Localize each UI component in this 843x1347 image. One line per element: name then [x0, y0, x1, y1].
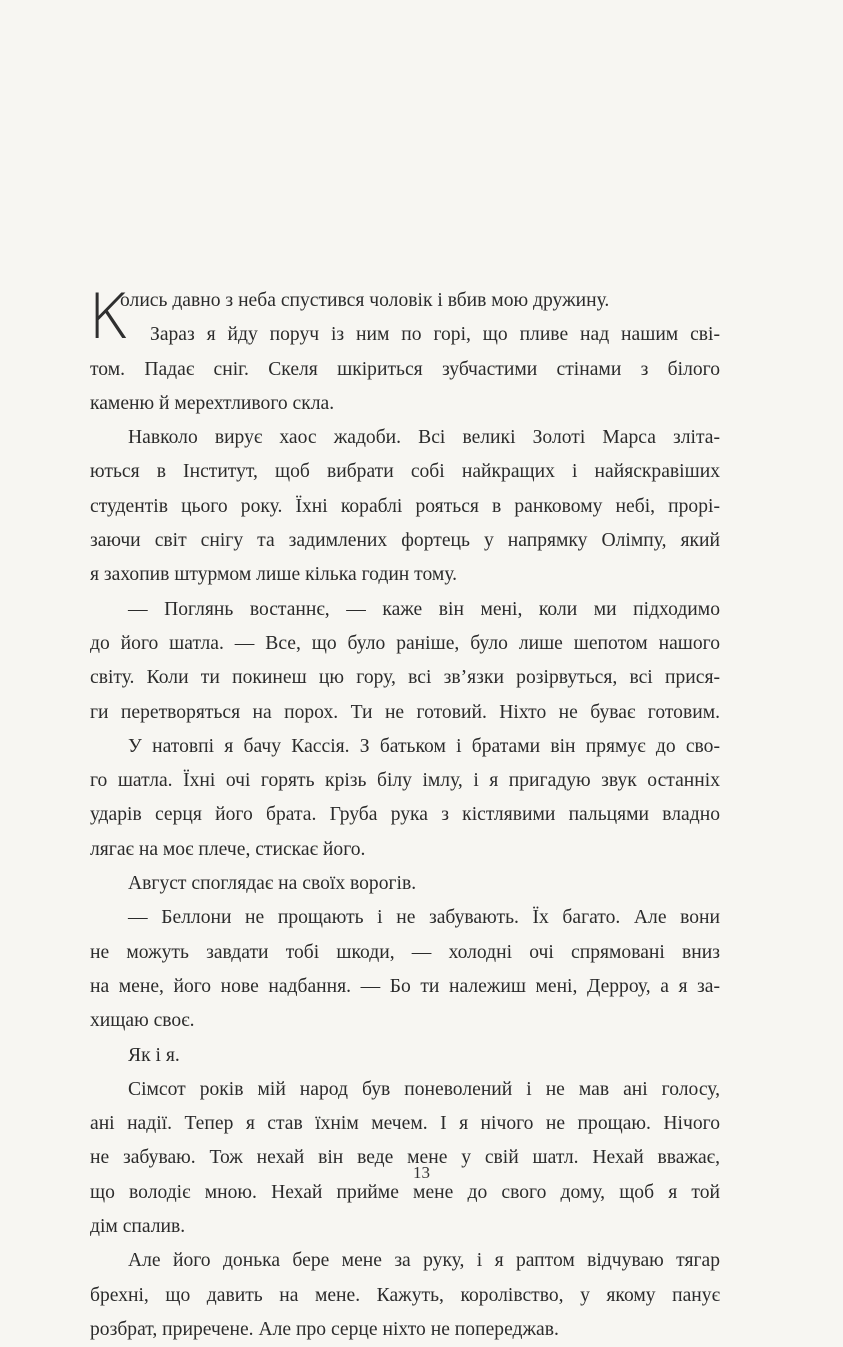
text-line: — Беллони не прощають і не забувають. Їх багато. Але вони [128, 907, 720, 929]
text-line: я захопив штурмом лише кілька годин тому. [90, 564, 458, 586]
drop-cap: К [88, 280, 130, 353]
text-line: лягає на моє плече, стискає його. [90, 838, 366, 860]
text-line: студентів цього року. Їхні кораблі рояться в ранковому небі, прорі- [90, 495, 720, 517]
text-line: каменю й мерехтливого скла. [90, 392, 335, 414]
body-text [88, 280, 720, 1347]
text-line: розбрат, приречене. Але про серце ніхто не попереджав. [90, 1318, 559, 1340]
text-line: Навколо вирує хаос жадоби. Всі великі Золоті Марса зліта- [128, 427, 720, 449]
text-line: — Поглянь востаннє, — каже він мені, коли ми підходимо [128, 598, 720, 620]
text-line: том. Падає сніг. Скеля шкіриться зубчастими стінами з білого [90, 358, 720, 380]
text-line: ані надії. Тепер я став їхнім мечем. І я нічого не прощаю. Нічого [90, 1113, 720, 1135]
first-line-text: олись давно з неба спустився чоловік і вбив мою дружину. [120, 290, 610, 311]
page-number: 13 [413, 1163, 430, 1182]
text-line: не забуваю. Тож нехай він веде мене у свій шатл. Нехай вважає, [90, 1147, 720, 1169]
text-line: У натовпі я бачу Кассія. З батьком і братами він прямує до сво- [128, 735, 720, 757]
text-line: ються в Інститут, щоб вибрати собі найкращих і найяскравіших [90, 461, 720, 483]
text-line: Але його донька бере мене за руку, і я раптом відчуваю тягар [128, 1250, 720, 1272]
text-line: Зараз я йду поруч із ним по горі, що пливе над нашим сві- [150, 324, 720, 346]
text-line: до його шатла. — Все, що було раніше, було лише шепотом нашого [90, 632, 720, 654]
text-line: заючи світ снігу та задимлених фортець у напрямку Олімпу, який [90, 530, 720, 552]
text-line: дім спалив. [90, 1216, 186, 1238]
text-line: що володіє мною. Нехай прийме мене до свого дому, щоб я той [90, 1181, 720, 1203]
text-line: брехні, що давить на мене. Кажуть, королівство, у якому панує [90, 1284, 720, 1306]
text-line: хищаю своє. [90, 1010, 195, 1032]
text-line: на мене, його нове надбання. — Бо ти належиш мені, Дерроу, а я за- [90, 975, 720, 997]
text-line: Як і я. [128, 1044, 180, 1066]
text-line: світу. Коли ти покинеш цю гору, всі зв’язки розірвуться, всі прися- [90, 667, 720, 689]
text-line: Август споглядає на своїх ворогів. [128, 873, 417, 895]
text-line: ударів серця його брата. Груба рука з кістлявими пальцями владно [90, 804, 720, 826]
text-line: Сімсот років мій народ був поневолений і не мав ані голосу, [128, 1078, 720, 1100]
text-line: ги перетворяться на порох. Ти не готовий. Ніхто не буває готовим. [90, 701, 720, 723]
text-line: не можуть завдати тобі шкоди, — холодні очі спрямовані вниз [90, 941, 720, 963]
text-line: го шатла. Їхні очі горять крізь білу імлу, і я пригадую звук останніх [90, 770, 720, 792]
